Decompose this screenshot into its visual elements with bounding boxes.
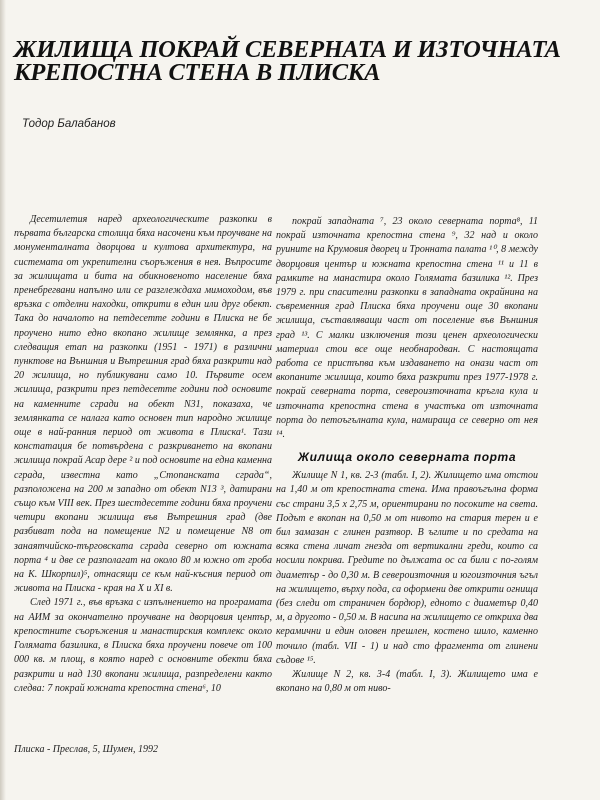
text-column-right: [276, 215, 538, 697]
paragraph: Жилище N 1, кв. 2-3 (табл. I, 2). Жилището има отстои на 1,40 м от крепостната стена. Има правоъгълна форма със страни 3,5 х 2,75 м, ориентирани по посоките на света. Подът е вкопан на 0,50 м от нивото на стария терен и е бил замазан с глинен разтвор. В ъглите и по средата на всяка стена личат гнезда от вертикални греди, които са носили покрива. Гредите по дължата ос са били с по-голям диаметър - до 0,30 м. В североизточния и югоизточния ъгъл на жилището, върху пода, са оформени две открити огнища (без следи от страничен бордюр), едното с диаметър 0,40 м, а другото - 0,50 м. В насипа на жилището се откриха два керамични и един оловен прешлен, костено шило, каменно точило (табл. VII - 1) и над сто фрагмента от глинени съдове ¹⁵.: [276, 470, 539, 666]
paragraph: Жилище N 2, кв. 3-4 (табл. I, 3). Жилището има е вкопано на 0,80 м от ниво-: [276, 669, 538, 695]
paragraph: Десетилетия наред археологическите разкопки в първата българска столица бяха насочени към проучване на монументалната дворцова и култова архитектура, на системата от укрепителни съоръжения в нея. Въпросите за жилищата и бита на обикновеното население бяха пренебрегвани напълно или се разглеждаха мимоходом, във връзка с отделни находки, открити в един или друг обект. Така до началото на петдесетте години в Плиска не бе проучено нито едно вкопано жилище землянка, а през следващия етап на разкопки (1951 - 1971) в различни пунктове на Външния и Вътрешния град бяха разкрити над 20 жилища, но публикувани само 10. Първите осем жилища, разкрити през петдесетте години под основите на каменните сгради на обект N31, показаха, че землянката се налага като основен тип народно жилище още в най-ранния период от живота в Плиска¹. Тази констатация бе потвърдена с разкриването на вкопани жилища покрай Асар дере ² и под основите на една каменна сграда, известна като „Стопанската сграда“, разположена на 200 м западно от обект N13 ³, датирани също към VIII век. През шестдесетте години бяха проучени четири вкопани жилища във Вътрешния град (две разбиват пода на помещение N2 и помещение N8 от занаятчийско-търговската сграда северно от южната порта ⁴ и две се разполагат на около 80 м южно от гроба на К. Шкорпил)⁵, отнасящи се към най-късния период от живота на Плиска - края на X и XI в.: [14, 214, 272, 595]
text-column-left: [14, 213, 272, 696]
paragraph: След 1971 г., във връзка с изпълнението на програмата на АИМ за окончателно проучване на дворцовия център, крепостните съоръжения и манастирския комплекс около Голямата базилика, в Плиска бяха проучени повече от 100 000 кв. м площ, в която наред с основните обекти бяха разкрити и над 130 вкопани жилища, разпределени както следва: 7 покрай южната крепостна стена⁶, 10: [14, 597, 272, 694]
section-heading: Жилища около северната порта: [297, 450, 517, 465]
page-binding-shadow: [0, 0, 6, 800]
article-title: ЖИЛИЩА ПОКРАЙ СЕВЕРНАТА И ИЗТОЧНАТА КРЕПОСТНА СТЕНА В ПЛИСКА: [14, 36, 561, 86]
article-author: Тодор Балабанов: [22, 118, 116, 130]
paragraph: покрай западната ⁷, 23 около северната порта⁸, 11 покрай източната крепостна стена ⁹, 32 над и около руините на Крумовия дворец и Тронната палата ¹⁰, 8 между дворцовия център и южната крепостна стена ¹¹ и 11 в рамките на манастира около Голямата базилика ¹². През 1979 г. при спасителни разкопки в западната окрайнина на съвременния град Плиска бяха проучени още 30 вкопани жилища, съставляващи част от поселение във Външния град ¹³. С малки изключения този ценен археологически материал стои все още необнародван. С настоящата работа се пристъпва към издаването на онази част от вкопаните жилища, които бяха разкрити през 1977-1978 г. покрай северната порта, североизточната кръгла кула и източната крепостна стена в участъка от източната порта до петоъгълната кула, намираща се северно от нея ¹⁴.: [276, 216, 538, 441]
footer-citation: Плиска - Преслав, 5, Шумен, 1992: [14, 744, 158, 755]
